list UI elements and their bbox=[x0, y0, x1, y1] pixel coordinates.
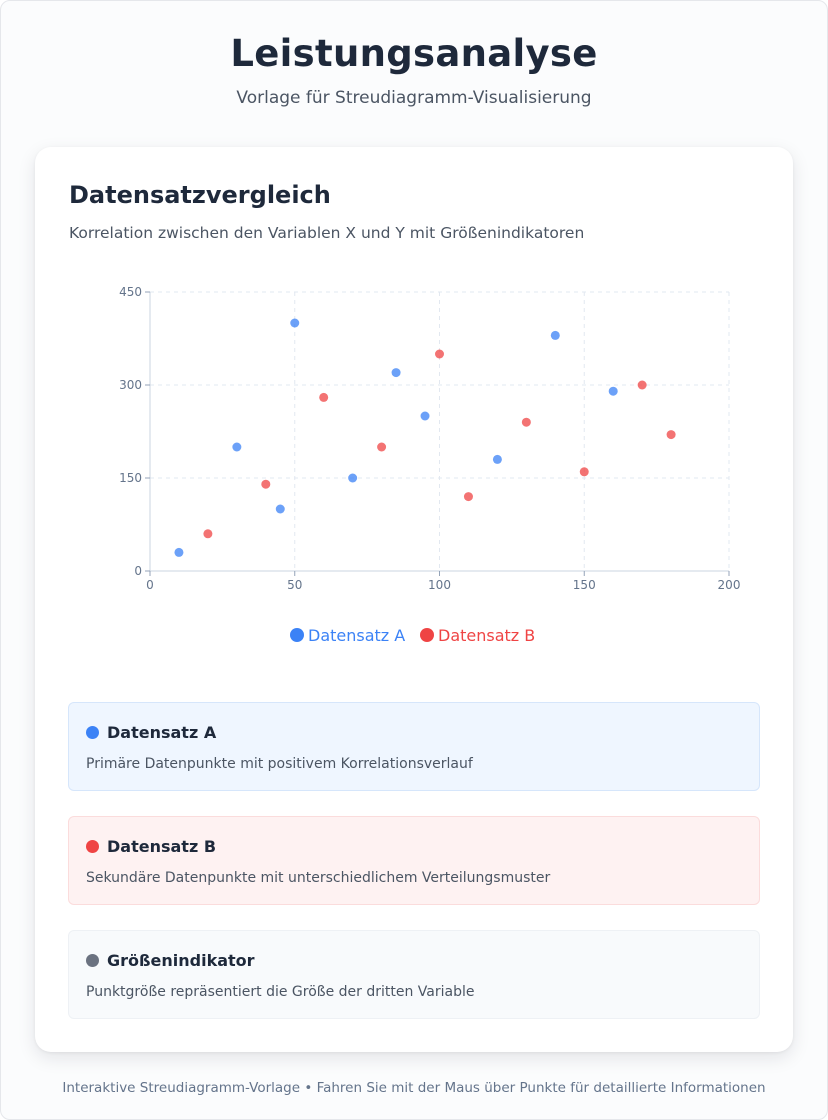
data-point-series-b-2 bbox=[319, 393, 328, 402]
y-tick-label-1: 150 bbox=[119, 471, 142, 485]
data-point-series-b-3 bbox=[377, 443, 386, 452]
info-title-size-indicator: Größenindikator bbox=[107, 951, 255, 970]
legend-marker-series-b bbox=[420, 628, 434, 642]
data-point-series-a-6 bbox=[421, 412, 430, 421]
series-b-dot-icon bbox=[86, 840, 99, 853]
data-point-series-b-7 bbox=[580, 467, 589, 476]
size-indicator-dot-icon bbox=[86, 954, 99, 967]
data-point-series-b-9 bbox=[667, 430, 676, 439]
data-point-series-b-6 bbox=[522, 418, 531, 427]
x-tick-label-2: 100 bbox=[428, 578, 451, 592]
info-description-series-b: Sekundäre Datenpunkte mit unterschiedlichem Verteilungsmuster bbox=[86, 870, 551, 886]
info-title-series-a: Datensatz A bbox=[107, 723, 217, 742]
card-title: Datensatzvergleich bbox=[69, 181, 331, 209]
data-point-series-a-5 bbox=[392, 368, 401, 377]
info-box-series-b bbox=[68, 816, 760, 905]
page-subtitle: Vorlage für Streudiagramm-Visualisierung bbox=[236, 88, 592, 108]
x-tick-label-3: 150 bbox=[572, 578, 596, 592]
data-point-series-a-1 bbox=[232, 443, 241, 452]
info-description-series-a: Primäre Datenpunkte mit positivem Korrelationsverlauf bbox=[86, 756, 473, 772]
legend-label-series-a: Datensatz A bbox=[308, 626, 406, 645]
data-point-series-b-5 bbox=[464, 492, 473, 501]
y-tick-label-0: 0 bbox=[134, 564, 142, 578]
info-box-series-a bbox=[68, 702, 760, 791]
data-point-series-a-7 bbox=[493, 455, 502, 464]
series-a-dot-icon bbox=[86, 726, 99, 739]
x-tick-label-0: 0 bbox=[146, 578, 154, 592]
data-point-series-a-8 bbox=[551, 331, 560, 340]
data-point-series-a-4 bbox=[348, 474, 357, 483]
data-point-series-a-0 bbox=[174, 548, 183, 557]
y-tick-label-2: 300 bbox=[119, 378, 142, 392]
page-title: Leistungsanalyse bbox=[230, 32, 598, 75]
y-tick-label-3: 450 bbox=[119, 285, 142, 299]
x-tick-label-1: 50 bbox=[287, 578, 303, 592]
info-title-series-b: Datensatz B bbox=[107, 837, 217, 856]
scatter-chart bbox=[35, 147, 793, 667]
x-tick-label-4: 200 bbox=[717, 578, 741, 592]
footer-text: Interaktive Streudiagramm-Vorlage • Fahren Sie mit der Maus über Punkte für detaillierte Informationen bbox=[62, 1080, 766, 1096]
data-point-series-b-0 bbox=[203, 529, 212, 538]
data-point-series-a-3 bbox=[290, 319, 299, 328]
chart-card bbox=[35, 147, 793, 1052]
info-description-size-indicator: Punktgröße repräsentiert die Größe der dritten Variable bbox=[86, 984, 475, 1000]
data-point-series-a-9 bbox=[609, 387, 618, 396]
info-box-size-indicator bbox=[68, 930, 760, 1019]
data-point-series-b-4 bbox=[435, 350, 444, 359]
legend-marker-series-a bbox=[290, 628, 304, 642]
data-point-series-a-2 bbox=[276, 505, 285, 514]
legend-label-series-b: Datensatz B bbox=[438, 626, 536, 645]
data-point-series-b-1 bbox=[261, 480, 270, 489]
data-point-series-b-8 bbox=[638, 381, 647, 390]
card-subtitle: Korrelation zwischen den Variablen X und Y mit Größenindikatoren bbox=[69, 224, 585, 242]
